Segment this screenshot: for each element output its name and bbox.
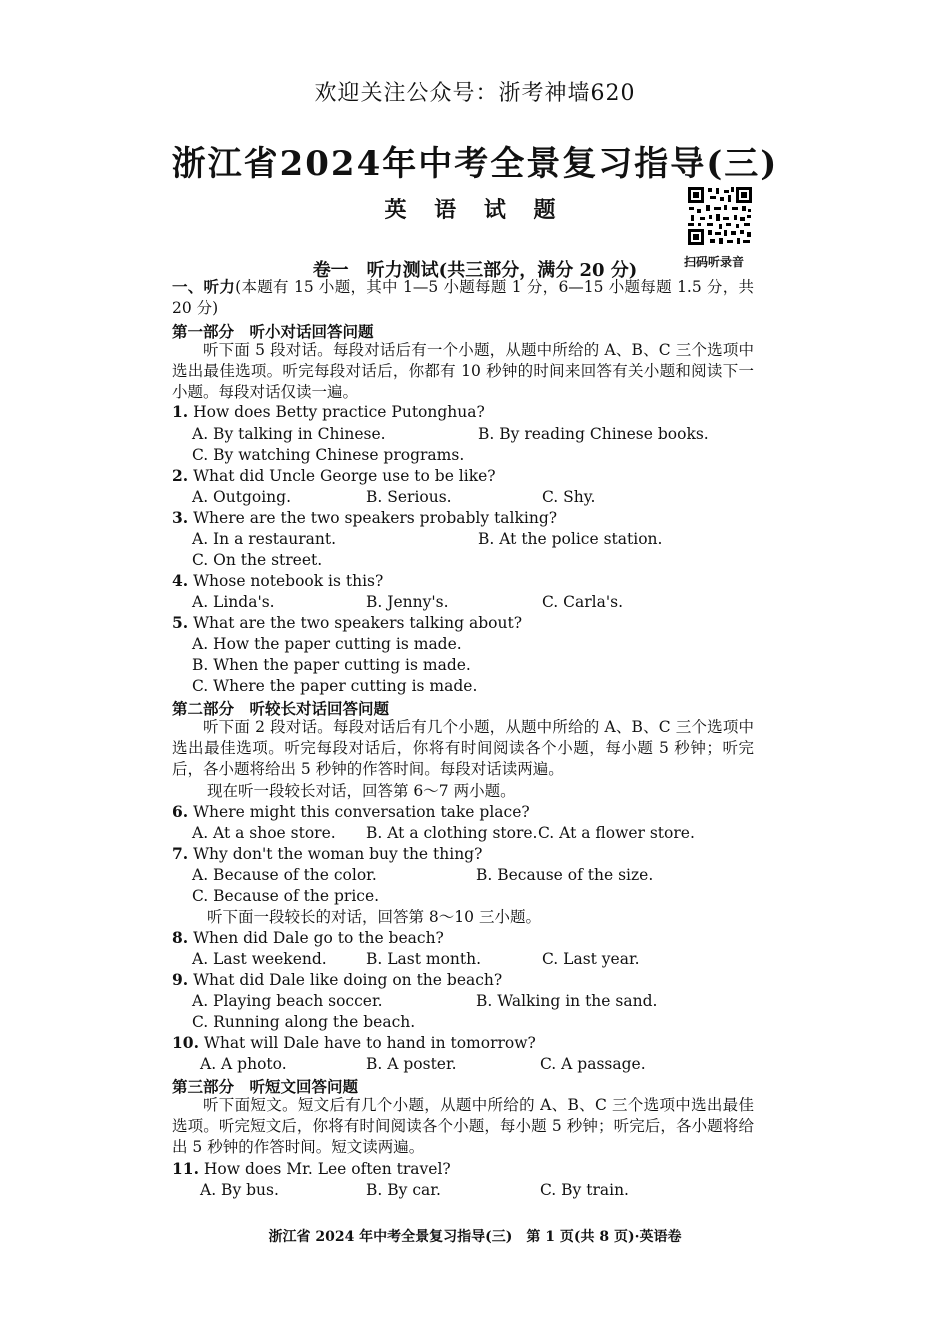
question-2 xyxy=(172,466,496,486)
question-text: What did Uncle George use to be like? xyxy=(193,467,496,485)
question-text: Why don't the woman buy the thing? xyxy=(193,845,483,863)
question-number: 10. xyxy=(172,1033,199,1052)
option-1b[interactable]: B. By reading Chinese books. xyxy=(478,425,709,443)
question-number: 2. xyxy=(172,466,189,485)
option-6b[interactable]: B. At a clothing store. xyxy=(366,824,538,842)
question-8 xyxy=(172,928,444,948)
question-text: How does Betty practice Putonghua? xyxy=(193,403,485,421)
question-9 xyxy=(172,970,502,990)
question-text: Where are the two speakers probably talking? xyxy=(193,509,558,527)
sub3-text: 听下面短文。短文后有几个小题，从题中所给的 A、B、C 三个选项中选出最佳选项。听完短文后，你将有时间阅读各个小题，每小题 5 秒钟；听完后，各小题将给出 5 秒钟的作答时间。短文读两遍。 xyxy=(172,1096,754,1156)
option-5c[interactable]: C. Where the paper cutting is made. xyxy=(192,677,478,695)
option-7c[interactable]: C. Because of the price. xyxy=(192,887,380,905)
question-text: What are the two speakers talking about? xyxy=(193,614,523,632)
question-text: Where might this conversation take place? xyxy=(193,803,530,821)
option-5a[interactable]: A. How the paper cutting is made. xyxy=(192,635,462,653)
option-11b[interactable]: B. By car. xyxy=(366,1181,441,1199)
option-2a[interactable]: A. Outgoing. xyxy=(192,488,292,506)
option-11a[interactable]: A. By bus. xyxy=(200,1181,279,1199)
option-6c[interactable]: C. At a flower store. xyxy=(538,824,695,842)
option-11c[interactable]: C. By train. xyxy=(540,1181,629,1199)
option-9a[interactable]: A. Playing beach soccer. xyxy=(192,992,383,1010)
part-one-heading xyxy=(172,277,754,319)
question-number: 7. xyxy=(172,844,189,863)
question-text: What did Dale like doing on the beach? xyxy=(193,971,503,989)
question-text: When did Dale go to the beach? xyxy=(193,929,444,947)
sub2-text: 听下面 2 段对话。每段对话后有几个小题，从题中所给的 A、B、C 三个选项中选出最佳选项。听完每段对话后，你将有时间阅读各个小题，每小题 5 秒钟；听完后，各小题将给出 5 秒钟的作答时间。每段对话读两遍。 xyxy=(172,718,754,778)
question-6 xyxy=(172,802,530,822)
option-9c[interactable]: C. Running along the beach. xyxy=(192,1013,416,1031)
question-number: 1. xyxy=(172,402,189,421)
question-7 xyxy=(172,844,482,864)
option-4a[interactable]: A. Linda's. xyxy=(192,593,275,611)
question-text: Whose notebook is this? xyxy=(193,572,384,590)
option-2c[interactable]: C. Shy. xyxy=(542,488,596,506)
question-number: 3. xyxy=(172,508,189,527)
option-8a[interactable]: A. Last weekend. xyxy=(192,950,327,968)
sub1-text: 听下面 5 段对话。每段对话后有一个小题，从题中所给的 A、B、C 三个选项中选出最佳选项。听完每段对话后，你都有 10 秒钟的时间来回答有关小题和阅读下一小题。每段对话仅读一遍。 xyxy=(172,341,754,401)
question-text: What will Dale have to hand in tomorrow? xyxy=(203,1034,536,1052)
option-8c[interactable]: C. Last year. xyxy=(542,950,640,968)
option-3a[interactable]: A. In a restaurant. xyxy=(192,530,337,548)
question-number: 6. xyxy=(172,802,189,821)
question-number: 4. xyxy=(172,571,189,590)
option-3c[interactable]: C. On the street. xyxy=(192,551,323,569)
option-10b[interactable]: B. A poster. xyxy=(366,1055,457,1073)
option-3b[interactable]: B. At the police station. xyxy=(478,530,663,548)
option-7a[interactable]: A. Because of the color. xyxy=(192,866,377,884)
option-10a[interactable]: A. A photo. xyxy=(200,1055,287,1073)
sub3-title: 第三部分 听短文回答问题 xyxy=(172,1078,359,1096)
option-9b[interactable]: B. Walking in the sand. xyxy=(476,992,658,1010)
watermark-text: 欢迎关注公众号：浙考神墙620 xyxy=(314,81,636,106)
question-number: 11. xyxy=(172,1159,199,1178)
question-number: 9. xyxy=(172,970,189,989)
question-11 xyxy=(172,1159,451,1179)
option-5b[interactable]: B. When the paper cutting is made. xyxy=(192,656,471,674)
option-6a[interactable]: A. At a shoe store. xyxy=(192,824,336,842)
sub2-title: 第二部分 听较长对话回答问题 xyxy=(172,700,390,718)
question-10 xyxy=(172,1033,536,1053)
option-8b[interactable]: B. Last month. xyxy=(366,950,482,968)
option-1c[interactable]: C. By watching Chinese programs. xyxy=(192,446,465,464)
question-3 xyxy=(172,508,557,528)
question-5 xyxy=(172,613,522,633)
part-one-instructions: (本题有 15 小题，其中 1—5 小题每题 1 分，6—15 小题每题 1.5 分，共 20 分) xyxy=(172,278,754,317)
question-number: 8. xyxy=(172,928,189,947)
option-10c[interactable]: C. A passage. xyxy=(540,1055,646,1073)
subject-title: 英 语 试 题 xyxy=(384,197,566,223)
part-one-label: 一、听力 xyxy=(172,278,236,296)
option-4b[interactable]: B. Jenny's. xyxy=(366,593,449,611)
option-1a[interactable]: A. By talking in Chinese. xyxy=(192,425,386,443)
page-footer: 浙江省 2024 年中考全景复习指导(三) 第 1 页(共 8 页)·英语卷 xyxy=(268,1229,682,1245)
option-2b[interactable]: B. Serious. xyxy=(366,488,452,506)
question-4 xyxy=(172,571,383,591)
question-text: How does Mr. Lee often travel? xyxy=(203,1160,451,1178)
qr-label: 扫码听录音 xyxy=(684,255,745,269)
option-4c[interactable]: C. Carla's. xyxy=(542,593,624,611)
option-7b[interactable]: B. Because of the size. xyxy=(476,866,654,884)
page-title: 浙江省2024年中考全景复习指导(三) xyxy=(171,144,779,184)
qr-code-icon[interactable] xyxy=(686,185,754,247)
sub1-title: 第一部分 听小对话回答问题 xyxy=(172,323,374,341)
question-number: 5. xyxy=(172,613,189,632)
section-heading: 卷一 听力测试(共三部分，满分 20 分) xyxy=(312,260,638,281)
question-1 xyxy=(172,402,485,422)
sub2-note-1: 现在听一段较长对话，回答第 6～7 两小题。 xyxy=(207,782,516,800)
sub2-note-2: 听下面一段较长的对话，回答第 8～10 三小题。 xyxy=(207,908,541,926)
